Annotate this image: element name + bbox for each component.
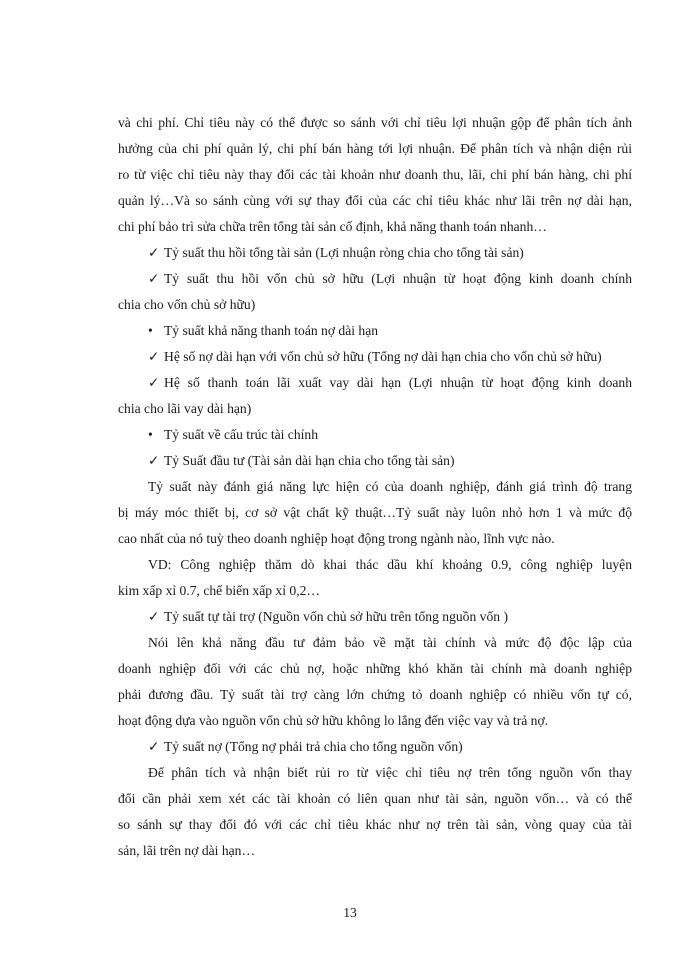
text-line: kim xấp xỉ 0.7, chế biến xấp xỉ 0,2…: [118, 583, 320, 598]
check-item: [148, 244, 632, 262]
checkmark-icon: ✓: [148, 739, 160, 754]
checkmark-icon: ✓: [148, 453, 160, 468]
checkmark-icon: ✓: [148, 245, 160, 260]
text-line: chi phí bảo trì sửa chữa trên tổng tài sản cố định, khả năng thanh toán nhanh…: [118, 219, 547, 234]
text-line: cao nhất của nó tuỳ theo doanh nghiệp hoạt động trong ngành nào, lĩnh vực nào.: [118, 531, 555, 546]
text-line: và chi phí. Chỉ tiêu này có thể được so sánh với chỉ tiêu lợi nhuận gộp để phân tích ảnh: [118, 115, 632, 130]
text-line: phải đương đầu. Tỷ suất tài trợ càng lớn chứng tỏ doanh nghiệp có nhiều vốn tự có,: [118, 687, 632, 702]
checkmark-icon: ✓: [148, 375, 160, 390]
check-item-text: Tỷ suất thu hồi vốn chủ sở hữu (Lợi nhuận từ hoạt động kinh doanh chính: [164, 271, 632, 286]
text-line: ro từ việc chỉ tiêu này thay đổi các tài khoản như doanh thu, lãi, chi phí bán hàng, chi phí: [118, 167, 632, 182]
page-number: 13: [343, 905, 357, 920]
check-item-text: Tỷ Suất đầu tư (Tài sản dài hạn chia cho tổng tài sản): [164, 453, 455, 468]
checkmark-icon: ✓: [148, 271, 160, 286]
check-item-text: Tỷ suất tự tài trợ (Nguồn vốn chủ sở hữu trên tổng nguồn vốn ): [164, 609, 508, 624]
text-line: so sánh sự thay đổi đó với các chỉ tiêu khác như nợ trên tài sản, vòng quay của tài: [118, 817, 632, 832]
text-line: bị máy móc thiết bị, cơ sở vật chất kỹ thuật…Tỷ suất này luôn nhỏ hơn 1 và mức độ: [118, 505, 632, 520]
check-item-text: Tỷ suất nợ (Tổng nợ phải trả chia cho tổng nguồn vốn): [164, 739, 463, 754]
check-item: [148, 270, 632, 288]
check-item-text: Hệ số nợ dài hạn với vốn chủ sở hữu (Tổng nợ dài hạn chia cho vốn chủ sở hữu): [164, 349, 602, 364]
check-item: [148, 374, 632, 392]
check-item: [148, 738, 632, 756]
check-item: [148, 608, 632, 626]
text-line: Tỷ suất này đánh giá năng lực hiện có của doanh nghiệp, đánh giá trình độ trang: [148, 479, 632, 494]
checkmark-icon: ✓: [148, 349, 160, 364]
bullet-item-text: Tỷ suất về cấu trúc tài chính: [164, 427, 319, 442]
check-item-text: Hệ số thanh toán lãi xuất vay dài hạn (Lợi nhuận từ hoạt động kinh doanh: [164, 375, 632, 390]
check-item: [148, 348, 632, 366]
text-line: hoạt động dựa vào nguồn vốn chủ sở hữu không lo lắng đến việc vay và trả nợ.: [118, 713, 549, 728]
bullet-icon: •: [148, 427, 153, 442]
text-line: hưởng của chi phí quản lý, chi phí bán hàng tới lợi nhuận. Để phân tích và nhận diện rủi: [118, 141, 632, 156]
checkmark-icon: ✓: [148, 609, 160, 624]
text-line: đổi cần phải xem xét các tài khoản có liên quan như tài sản, nguồn vốn… và có thể: [118, 791, 632, 806]
bullet-item: [148, 426, 632, 444]
text-line: Nói lên khả năng đầu tư đảm bảo về mặt tài chính và mức độ độc lập của: [148, 635, 632, 650]
text-line: VD: Công nghiệp thăm dò khai thác dầu khí khoảng 0.9, công nghiệp luyện: [148, 557, 632, 572]
bullet-icon: •: [148, 323, 153, 338]
bullet-item: [148, 322, 632, 340]
text-line: chia cho vốn chủ sở hữu): [118, 297, 256, 312]
text-line: Để phân tích và nhận biết rủi ro từ việc chỉ tiêu nợ trên tổng nguồn vốn thay: [148, 765, 632, 780]
text-line: doanh nghiệp đối với các chủ nợ, hoặc những khó khăn tài chính mà doanh nghiệp: [118, 661, 632, 676]
text-line: chia cho lãi vay dài hạn): [118, 401, 252, 416]
check-item-text: Tỷ suất thu hồi tổng tài sản (Lợi nhuận ròng chia cho tổng tài sản): [164, 245, 524, 260]
text-line: sản, lãi trên nợ dài hạn…: [118, 843, 256, 858]
bullet-item-text: Tỷ suất khả năng thanh toán nợ dài hạn: [164, 323, 379, 338]
text-line: quản lý…Và so sánh cùng với sự thay đổi của các chỉ tiêu khác như lãi trên nợ dài hạn,: [118, 193, 632, 208]
check-item: [148, 452, 632, 470]
